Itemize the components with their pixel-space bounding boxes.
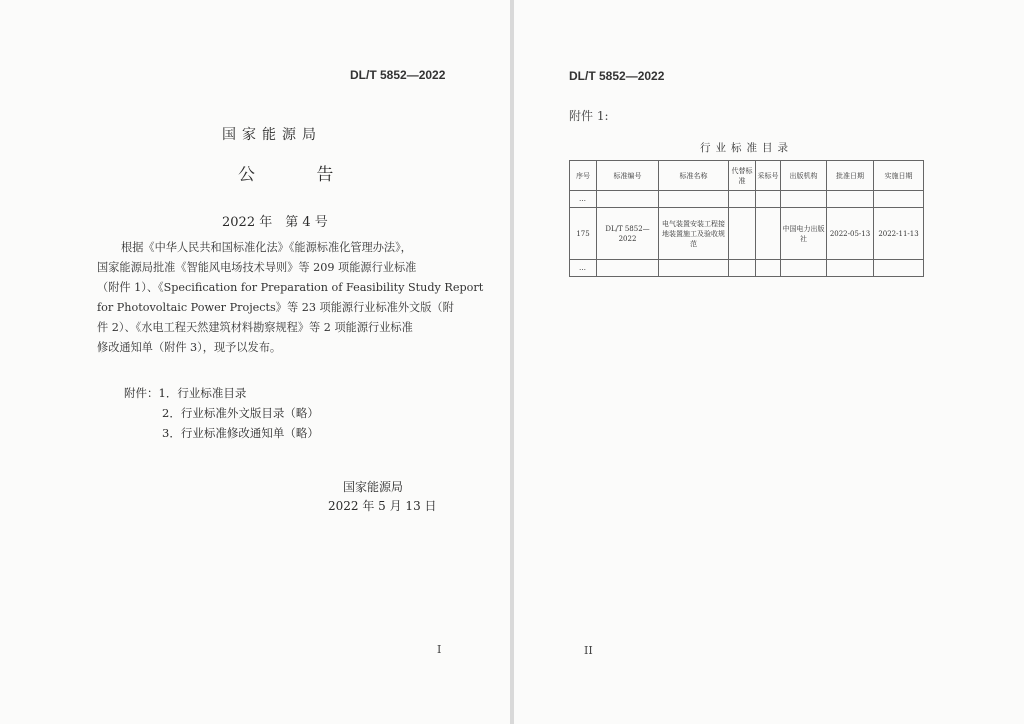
table-row — [570, 191, 924, 208]
signature-agency: 国家能源局 — [343, 480, 404, 494]
standard-code: DL/T 5852—2022 — [350, 68, 446, 82]
left-page — [0, 0, 510, 724]
table-cell — [756, 208, 781, 260]
standards-table — [569, 160, 924, 277]
table-cell: … — [570, 191, 597, 208]
table-cell — [729, 208, 756, 260]
table-cell — [729, 191, 756, 208]
table-cell — [781, 260, 827, 277]
body-line: （附件 1）、《Specification for Preparation of Feasibility Study Report — [97, 281, 484, 294]
page-number: I — [437, 643, 442, 656]
table-cell: … — [570, 260, 597, 277]
notice-title: 公 告 — [238, 165, 362, 185]
column-header: 标准编号 — [597, 161, 659, 191]
attachment-item: 附件：1．行业标准目录 — [124, 386, 247, 400]
body-line: 根据《中华人民共和国标准化法》《能源标准化管理办法》， — [121, 241, 412, 254]
table-cell — [827, 191, 874, 208]
column-header: 实施日期 — [874, 161, 924, 191]
table-cell — [756, 260, 781, 277]
table-title: 行业标准目录 — [700, 142, 793, 154]
body-line: 件 2）、《水电工程天然建筑材料勘察规程》等 2 项能源行业标准 — [97, 321, 413, 334]
table-cell — [781, 191, 827, 208]
table-cell — [874, 260, 924, 277]
table-header-row — [570, 161, 924, 191]
body-line: 国家能源局批准《智能风电场技术导则》等 209 项能源行业标准 — [97, 261, 417, 274]
table-cell: DL/T 5852—2022 — [597, 208, 659, 260]
attachment-item: 3．行业标准修改通知单（略） — [162, 426, 319, 440]
table-cell: 2022-05-13 — [827, 208, 874, 260]
table-cell — [659, 191, 729, 208]
body-line: for Photovoltaic Power Projects》等 23 项能源行业标准外文版（附 — [97, 301, 454, 314]
page-number: II — [584, 644, 593, 657]
column-header: 标准名称 — [659, 161, 729, 191]
table-cell: 中国电力出版社 — [781, 208, 827, 260]
attachment-item: 2．行业标准外文版目录（略） — [162, 406, 319, 420]
right-page — [514, 0, 1024, 724]
table-row — [570, 208, 924, 260]
column-header: 出版机构 — [781, 161, 827, 191]
body-line: 修改通知单（附件 3），现予以发布。 — [97, 341, 282, 354]
standard-code: DL/T 5852—2022 — [569, 69, 665, 83]
table-cell — [597, 191, 659, 208]
column-header: 序号 — [570, 161, 597, 191]
column-header: 批准日期 — [827, 161, 874, 191]
attachment-heading: 附件 1: — [569, 109, 609, 123]
column-header: 采标号 — [756, 161, 781, 191]
table-row — [570, 260, 924, 277]
agency-title: 国家能源局 — [222, 127, 322, 143]
column-header: 代替标准 — [729, 161, 756, 191]
notice-body — [97, 238, 483, 358]
table-cell — [659, 260, 729, 277]
table-cell — [874, 191, 924, 208]
table-cell: 2022-11-13 — [874, 208, 924, 260]
notice-number: 2022 年 第 4 号 — [222, 215, 328, 230]
table-cell — [827, 260, 874, 277]
table-cell: 175 — [570, 208, 597, 260]
table-cell — [756, 191, 781, 208]
table-cell — [597, 260, 659, 277]
signature-date: 2022 年 5 月 13 日 — [328, 499, 437, 513]
attachment-list — [124, 383, 319, 443]
table-cell: 电气装置安装工程接地装置施工及验收规范 — [659, 208, 729, 260]
table-cell — [729, 260, 756, 277]
